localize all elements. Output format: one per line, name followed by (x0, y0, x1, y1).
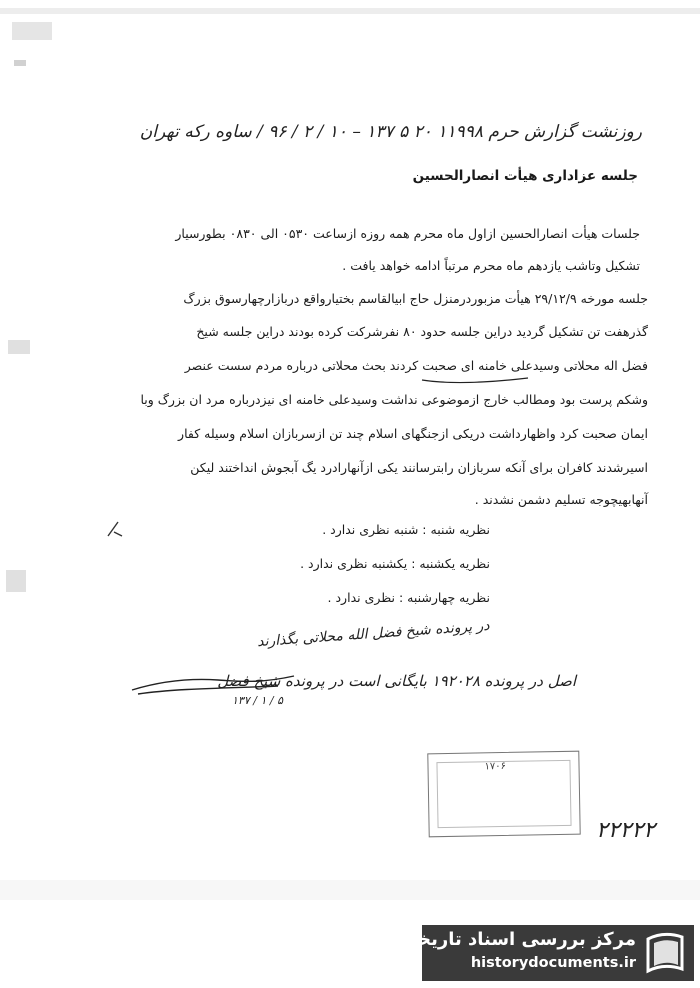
document-heading: جلسه عزاداری هیأت انصارالحسین (412, 168, 638, 184)
paragraph2-line: گذرهفت تن تشکیل گردید دراین جلسه حدود ۸۰ نفرشرکت کرده بودند دراین جلسه شیخ (196, 324, 648, 339)
watermark-url: historydocuments.ir (470, 955, 636, 971)
handwritten-date: ۵ / ۱ / ۱۳۷ (232, 694, 283, 707)
handwritten-footer: اصل در پرونده ۱۹۲۰۲۸ بایگانی است در پرونده شیخ فضل (217, 672, 576, 690)
signature (128, 664, 298, 704)
paragraph1-line: تشکیل وتاشب یازدهم ماه محرم مرتباً ادامه خواهد یافت . (342, 258, 640, 273)
watermark-band (399, 925, 694, 981)
paragraph1-line: جلسات هیأت انصارالحسین ازاول ماه محرم همه روزه ازساعت ۰۵۳۰ الی ۰۸۳۰ بطورسیار (175, 226, 640, 241)
handwritten-page-number: ۲۲۲۲۲ (596, 818, 656, 843)
handwritten-header: روزنشت گزارش حرم ۱۱۹۹۸ ۲۰ ۵ ۱۳۷ – ۱۰ / ۲ / ۹۶ / ساوه رکه تهران (139, 122, 642, 142)
book-pages-icon (642, 929, 688, 977)
paragraph2-line: ایمان صحبت کرد واظهارداشت دریکی ازجنگهای اسلام چند تن ازسربازان اسلام وسیله کفار (178, 426, 648, 441)
watermark-title: مرکز بررسی اسناد تاریخی (399, 929, 636, 950)
paragraph2-line: آنهابهیچوجه تسلیم دشمن نشدند . (474, 492, 648, 507)
opinion-line: نظریه چهارشنبه : نظری ندارد . (327, 590, 490, 605)
margin-mark (104, 518, 126, 540)
paragraph2-line: وشکم پرست بود ومطالب خارج ازموضوعی نداشت وسیدعلی خامنه ای نیزدرباره مرد ان بزرگ وبا (140, 392, 648, 407)
archive-stamp (427, 751, 580, 838)
stamp-number: ۱۷۰۶ (484, 760, 507, 773)
underline-mark (420, 374, 530, 388)
opinion-line: نظریه شنبه : شنبه نظری ندارد . (322, 522, 490, 537)
paragraph2-line: جلسه مورخه ۲۹/۱۲/۹ هیأت مزبوردرمنزل حاج ابیالقاسم بختیارواقع دربازارچهارسوق بزرگ (183, 291, 648, 306)
paragraph2-line: فضل اله محلاتی وسیدعلی خامنه ای صحبت کردند بحث محلاتی درباره مردم سست عنصر (184, 358, 648, 373)
handwritten-note: در پرونده شیخ فضل الله محلاتی بگذارند (257, 617, 491, 651)
paragraph2-line: اسیرشدند کافران برای آنکه سربازان رابترسانند یکی ازآنهارادرد یگ آبجوش انداختند لیکن (190, 460, 648, 475)
opinion-line: نظریه یکشنبه : یکشنبه نظری ندارد . (300, 556, 490, 571)
